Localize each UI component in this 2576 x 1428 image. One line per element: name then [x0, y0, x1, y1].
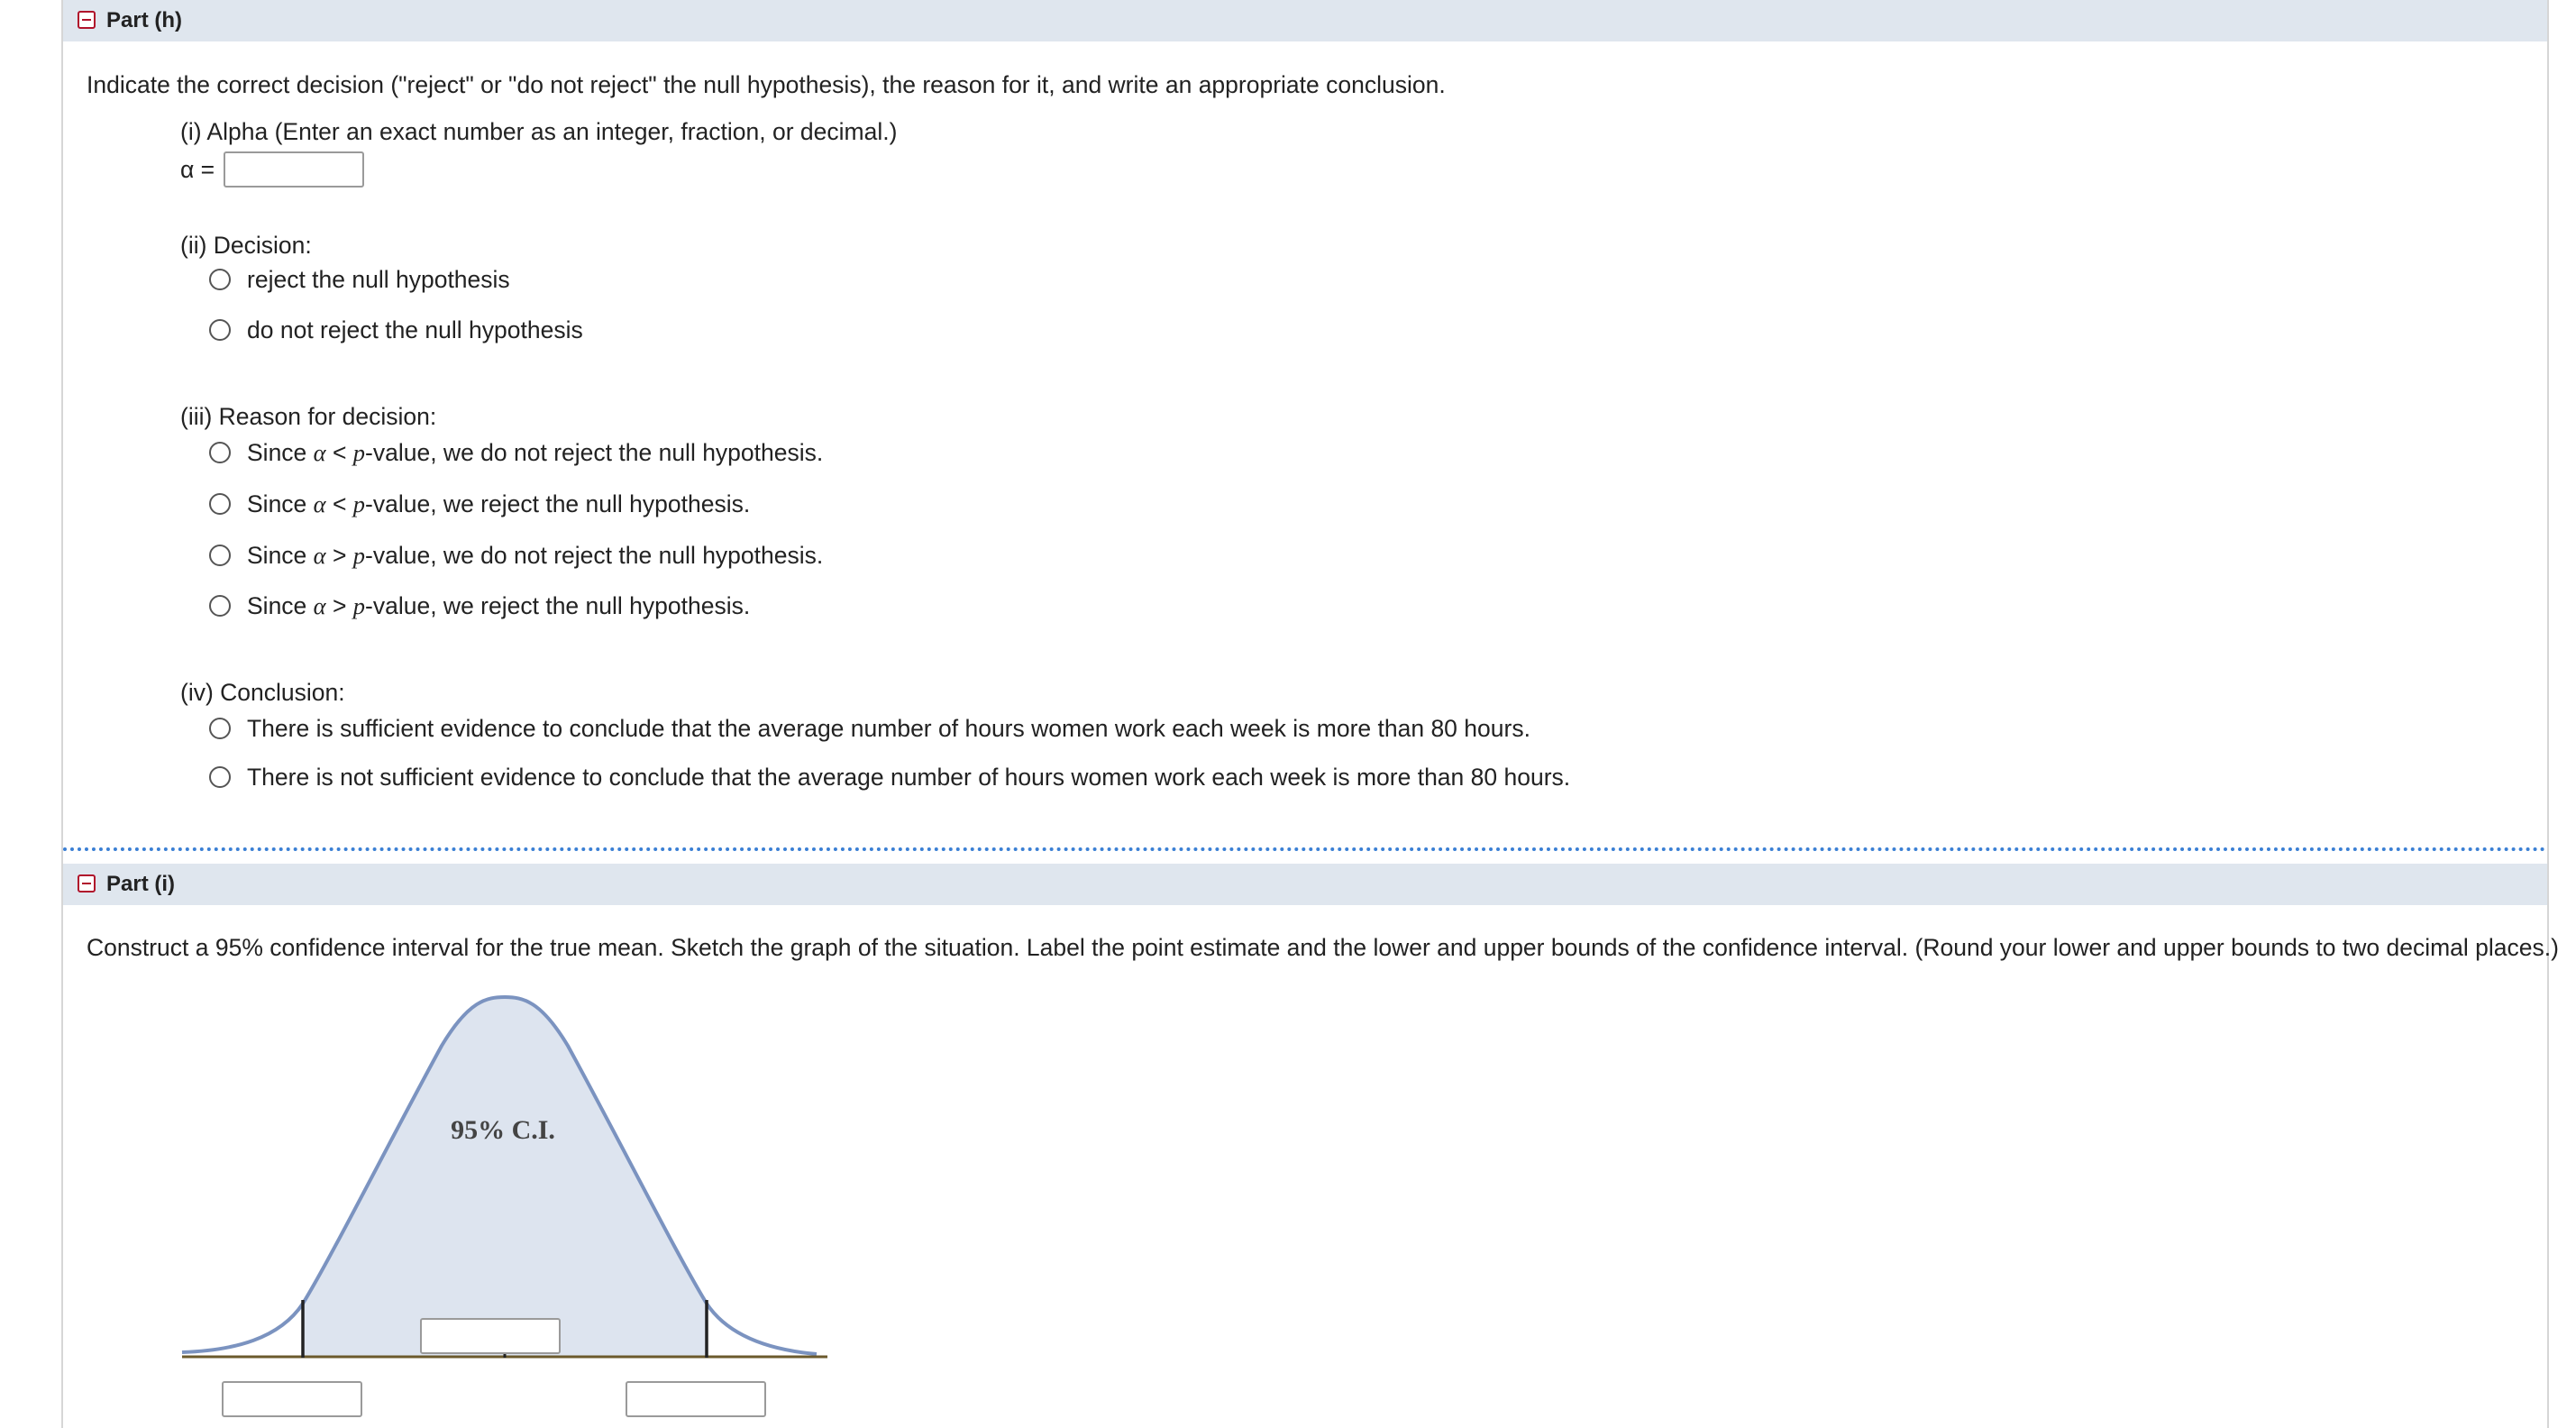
alpha-label: α =: [180, 156, 215, 183]
radio-button[interactable]: [209, 319, 231, 341]
radio-button[interactable]: [209, 718, 231, 739]
radio-button[interactable]: [209, 269, 231, 290]
option-label: There is not sufficient evidence to conclude that the average number of hours women work each week is more than 80 hours.: [247, 764, 1571, 791]
left-border: [61, 0, 63, 1428]
option-label: Since α > p-value, we do not reject the null hypothesis.: [247, 542, 824, 569]
collapse-icon[interactable]: [78, 874, 96, 892]
alpha-input[interactable]: [224, 151, 364, 188]
right-border: [2547, 0, 2549, 1428]
lower-bound-input[interactable]: [222, 1381, 362, 1417]
alpha-prompt: (i) Alpha (Enter an exact number as an integer, fraction, or decimal.): [180, 118, 898, 145]
option-label: do not reject the null hypothesis: [247, 316, 583, 343]
ci-label: 95% C.I.: [451, 1115, 555, 1145]
radio-button[interactable]: [209, 595, 231, 617]
part-h-instructions: Indicate the correct decision ("reject" or "do not reject" the null hypothesis), the reason for it, and write an appropriate conclusion.: [87, 71, 1446, 98]
option-label: There is sufficient evidence to conclude that the average number of hours women work each week is more than 80 hours.: [247, 715, 1530, 742]
radio-button[interactable]: [209, 545, 231, 566]
part-h-title: Part (h): [106, 8, 182, 32]
option-label: Since α > p-value, we reject the null hypothesis.: [247, 592, 751, 619]
option-label: Since α < p-value, we reject the null hypothesis.: [247, 490, 751, 517]
collapse-icon[interactable]: [78, 11, 96, 29]
radio-button[interactable]: [209, 766, 231, 788]
part-i-header: [63, 864, 2547, 905]
radio-button[interactable]: [209, 442, 231, 463]
part-h-header: [63, 0, 2547, 41]
radio-button[interactable]: [209, 493, 231, 515]
decision-prompt: (ii) Decision:: [180, 232, 312, 259]
reason-prompt: (iii) Reason for decision:: [180, 403, 437, 430]
part-i-title: Part (i): [106, 872, 176, 896]
ci-shaded-area: [303, 997, 707, 1356]
upper-bound-input[interactable]: [626, 1381, 766, 1417]
confidence-interval-graph: [180, 992, 838, 1370]
point-estimate-input[interactable]: [420, 1318, 561, 1354]
part-i-instructions: Construct a 95% confidence interval for the true mean. Sketch the graph of the situation. Label the point estimate and the lower and upper bounds of the confidence interval. (Round your lower and upper bounds to two decimal places.): [87, 934, 2559, 961]
conclusion-prompt: (iv) Conclusion:: [180, 679, 345, 706]
section-separator: [63, 847, 2547, 851]
option-label: reject the null hypothesis: [247, 266, 510, 293]
option-label: Since α < p-value, we do not reject the null hypothesis.: [247, 439, 824, 466]
